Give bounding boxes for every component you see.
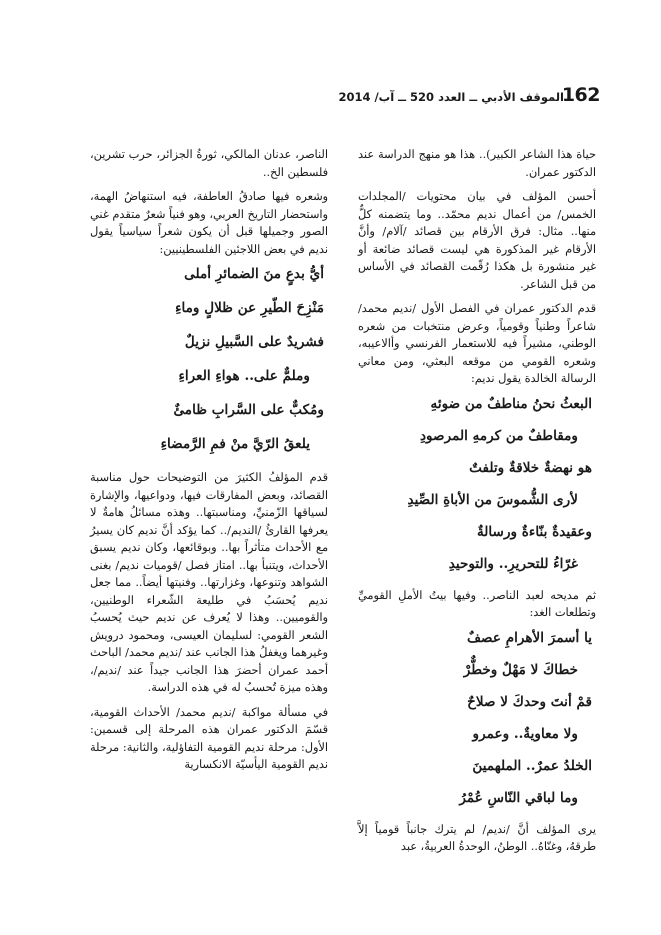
right-column <box>358 146 596 863</box>
verse-line: وملمٌّ على.. هواءِ العراءِ <box>178 368 310 384</box>
verse-line: الخلدُ عمرٌ.. الملهمينَ <box>472 757 592 774</box>
issue-line: الموقف الأدبي ــ العدد 520 ــ آب/ 2014 <box>338 90 564 104</box>
verse-line: مَنْزِحَ الطّيرِ عن ظلالٍ وماءِ <box>175 300 324 316</box>
verse-line: ومقاطفٌ من كرمهِ المرصودِ <box>419 427 578 444</box>
paragraph: في مسألة مواكبة /نديم محمد/ الأحداث القومية، قسّمَ الدكتور عمران هذه المرحلة إلى قسمين: الأول: مرحلة نديم القومية التفاؤلية، والثانية: مرحلة نديم القومية اليأسيّة الانكسارية <box>90 705 328 771</box>
verse-line: هو نهضةٌ خلاقةٌ وتلفتٌ <box>469 459 592 476</box>
verse-line: قمْ أنتَ وحدكَ لا صلاحٌ <box>467 693 592 710</box>
page-number: 162 <box>561 84 600 106</box>
verse-line: وما لباقي النّاسِ عُمْرُ <box>459 789 578 806</box>
verse-line: فشريدٌ على السَّبيلِ نزيلٌ <box>184 334 324 350</box>
verse-line: خطاكَ لا مَهْلٌ وخطٌّرْ <box>463 661 578 678</box>
paragraph: يرى المؤلف أنَّ /نديم/ لم يترك جانباً قومياً إلاَّ طرقهُ، وغنّاهُ.. الوطنُ، الوحدةُ العربيةُ، عبد <box>358 822 596 853</box>
paragraph: ثم مديحه لعبد الناصر.. وفيها بيتُ الأملِ القوميِّ وتطلعات الغد: <box>358 588 596 619</box>
verse-line: لأرى الشُّموسَ من الأباةِ الصِّيدِ <box>407 491 578 508</box>
verse-line: يا أسمرَ الأهرامِ عصفٌ <box>466 629 592 646</box>
left-column <box>90 146 328 781</box>
verse-line: وعقيدةٌ بنّاءةٌ ورسالةٌ <box>476 523 592 540</box>
verse-line: أيُّ بدعٍ منَ الضمائرِ أملى <box>184 266 324 282</box>
paragraph: أحسن المؤلف في بيان محتويات /المجلدات الخمس/ من أعمال نديم محمّد.. وما يتضمنه كلٌّ منها.. مثال: فرق الأرقام بين قصائد /آلام/ وأنَّ الأرقام غير المذكورة هي ليست قصائد ضائعة أو غير منشورة بل هكذا رُقّمت القصائد في الأساس من قبل الشاعر. <box>358 190 596 291</box>
paragraph: الناصر، عدنان المالكي، ثورةُ الجزائر، حرب تشرين، فلسطين الخ.. <box>90 148 328 179</box>
paragraph: قدم المؤلفُ الكثيرَ من التوضيحات حول مناسبة القصائد، وبعض المفارقات فيها، ودواعيها، والإشارة لسياقها الزّمنيِّ، ومناسبتها.. وهذه مسائلُ هامةٌ لا يعرفها القارئُ /النديم/.. كما يؤكد أنَّ نديم كان يسيرُ مع الأحداث متأثراً بها.. وبوقائعها، وكان نديم يسبق الأحداث، ويتنبأ بها.. امتاز فصل /قوميات نديم/ بغنى الشواهد وتنوعها، وغزارتها.. وفنيتها أيضاً.. مما جعل نديم يُحسَبُ في طليعة الشّعراء الوطنيين، والقوميين.. وهذا لا يُعرف عن نديم حيث يُحسبُ الشعر القومي: لسليمان العيسى، ومحمود درويش وغيرهما ويغفلُ هذا الجانب عند /نديم محمد/ الباحث أحمد عمران أحضرَ هذا الجانب جيداً عند /نديم/، وهذه ميزة تُحسبُ له في هذه الدراسة. <box>90 471 328 694</box>
page-header <box>338 84 600 112</box>
verse-line: يلعقُ الرّيَّ منْ فمِ الرَّمضاءِ <box>160 436 310 452</box>
paragraph: حياة هذا الشاعر الكبير).. هذا هو منهج الدراسة عند الدكتور عمران. <box>358 148 596 179</box>
verse-line: ومُكبٌّ على السَّرابِ ظامئٌ <box>173 402 324 418</box>
paragraph: وشعره فيها صادقُ العاطفة، فيه استنهاضُ الهمة، واستحضار التاريخ العربي، وهو فنياً شعرٌ متقدم غني الصور وجميلها قبل أن يكون شعراً سياسياً يقول نديم في بعض اللاجئين الفلسطينيين: <box>90 190 328 256</box>
verse-line: غرّاءُ للتحريرِ.. والتوحيدِ <box>448 555 578 572</box>
paragraph: قدم الدكتور عمران في الفصل الأول /نديم محمد/ شاعراً وطنياً وقومياً، وعرض منتخبات من شعره الوطني، مشيراً فيه للاستعمار الفرنسي وأالاعيبه، وشعره القومي من موقعه البعثي، ومن معاني الرسالة الخالدة يقول نديم: <box>358 302 596 385</box>
verse-line: البعثُ نحنُ مناطفٌ من ضوئهِ <box>430 395 592 412</box>
verse-line: ولا معاويةٌ.. وعمرو <box>472 725 578 742</box>
